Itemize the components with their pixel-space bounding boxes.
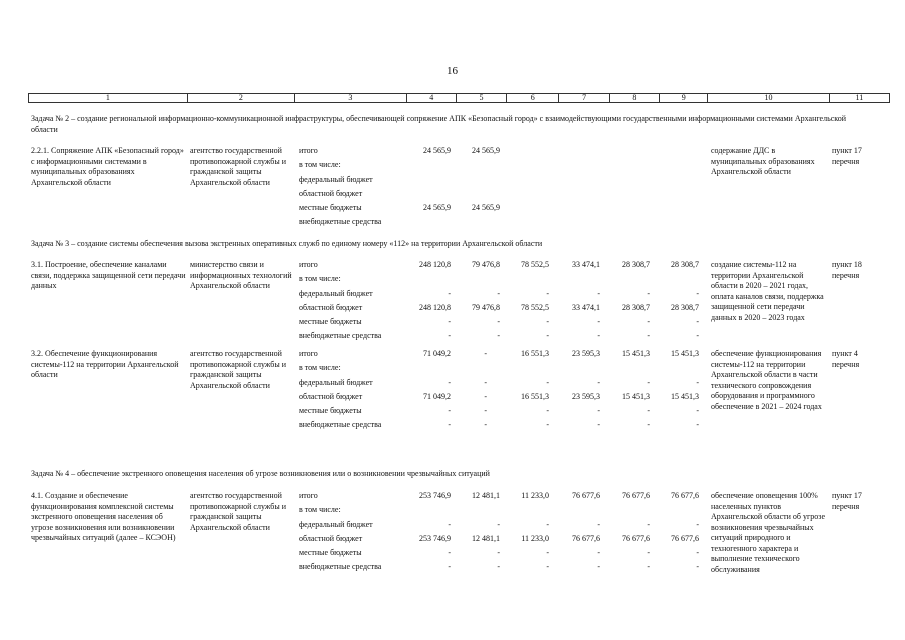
value: [404, 189, 451, 203]
value: -: [497, 519, 500, 529]
row-3-2-sources: [299, 349, 409, 435]
row-2-2-1-executor: агентство государственной противопожарной службы и гражданской защиты Архангельской области: [190, 146, 286, 187]
value: [603, 274, 650, 288]
value: -: [546, 548, 549, 558]
value: [453, 160, 500, 174]
row-2-2-1-col4: [404, 146, 451, 232]
row-4-1-ref: пункт 17 перечня: [832, 491, 862, 511]
col-2: 2: [187, 94, 294, 103]
value: -: [497, 317, 500, 327]
value: -: [448, 420, 451, 430]
value: 24 565,9: [472, 203, 500, 213]
value: 78 552,5: [521, 302, 549, 312]
row-3-1-executor: министерство связи и информационных технологий Архангельской области: [190, 260, 292, 290]
row-3-2-col7: [553, 349, 600, 435]
value: -: [647, 562, 650, 572]
source-extrabudget: внебюджетные средства: [299, 217, 382, 227]
row-3-2-result: обеспечение функционирования системы-112 на территории Архангельской области в части технического сопровождения оборудования и программного обеспечение в 2021 – 2024 годах: [711, 349, 822, 411]
value: -: [597, 377, 600, 387]
row-4-1-col9: [652, 491, 699, 577]
value: -: [497, 331, 500, 341]
value: -: [696, 519, 699, 529]
col-4: 4: [406, 94, 456, 103]
value: -: [647, 406, 650, 416]
col-9: 9: [660, 94, 708, 103]
value: -: [546, 519, 549, 529]
value: -: [597, 406, 600, 416]
value: -: [448, 331, 451, 341]
value: 11 233,0: [521, 491, 549, 500]
row-3-1-name: 3.1. Построение, обеспечение каналами связи, поддержка защищенной сети передачи данных: [31, 260, 186, 290]
row-2-2-1-name: 2.2.1. Сопряжение АПК «Безопасный город» с информационными системами в муниципальных образованиях Архангельской области: [31, 146, 184, 187]
source-including: в том числе:: [299, 274, 341, 284]
value: 76 677,6: [572, 491, 600, 500]
value: -: [448, 548, 451, 558]
value: [502, 363, 549, 377]
source-extrabudget: внебюджетные средства: [299, 331, 382, 341]
value: [404, 274, 451, 288]
row-3-2-col9: [652, 349, 699, 435]
value: [453, 274, 500, 288]
value: -: [448, 406, 451, 416]
value: [603, 363, 650, 377]
value: -: [647, 420, 650, 430]
row-4-1-name: 4.1. Создание и обеспечение функционирования комплексной системы экстренного оповещения населения об угрозе возникновения или возникновении чрезвычайных ситуаций (далее – КСЭОН): [31, 491, 176, 542]
row-3-2-executor: агентство государственной противопожарной службы и гражданской защиты Архангельской области: [190, 349, 286, 390]
value: -: [597, 317, 600, 327]
row-3-1-col5: [453, 260, 500, 346]
value: 76 677,6: [622, 533, 650, 543]
value: -: [647, 377, 650, 387]
source-regional: областной бюджет: [299, 533, 363, 543]
value: -: [484, 349, 487, 358]
row-2-2-1-sources: [299, 146, 409, 232]
value: -: [484, 391, 487, 401]
source-federal: федеральный бюджет: [299, 288, 373, 298]
value: 33 474,1: [572, 260, 600, 269]
value: [553, 505, 600, 519]
row-2-2-1-col5: [453, 146, 500, 232]
value: 15 451,3: [671, 349, 699, 358]
value: -: [546, 317, 549, 327]
source-local: местные бюджеты: [299, 406, 362, 416]
value: 12 481,1: [472, 491, 500, 500]
value: -: [696, 562, 699, 572]
row-2-2-1-result: содержание ДДС в муниципальных образованиях Архангельской области: [711, 146, 815, 176]
value: 76 677,6: [671, 533, 699, 543]
page-number: 16: [447, 65, 458, 77]
value: -: [597, 519, 600, 529]
value: 15 451,3: [671, 391, 699, 401]
value: 15 451,3: [622, 349, 650, 358]
value: -: [448, 288, 451, 298]
value: [404, 160, 451, 174]
row-3-2-col6: [502, 349, 549, 435]
value: [453, 189, 500, 203]
value: [453, 175, 500, 189]
value: -: [647, 519, 650, 529]
value: -: [597, 331, 600, 341]
value: -: [484, 420, 487, 430]
value: [453, 217, 500, 231]
value: 71 049,2: [423, 349, 451, 358]
row-3-1-col6: [502, 260, 549, 346]
value: 76 677,6: [572, 533, 600, 543]
value: 23 595,3: [572, 349, 600, 358]
value: -: [597, 288, 600, 298]
value: -: [647, 317, 650, 327]
row-3-2-ref: пункт 4 перечня: [832, 349, 860, 369]
row-3-2-name: 3.2. Обеспечение функционирования системы-112 на территории Архангельской области: [31, 349, 179, 379]
value: -: [696, 548, 699, 558]
row-3-1-ref: пункт 18 перечня: [832, 260, 862, 280]
source-regional: областной бюджет: [299, 188, 363, 198]
value: [652, 505, 699, 519]
row-4-1-executor: агентство государственной противопожарной службы и гражданской защиты Архангельской области: [190, 491, 286, 532]
row-3-1-sources: [299, 260, 409, 346]
value: [404, 363, 451, 377]
value: [453, 505, 500, 519]
value: -: [647, 548, 650, 558]
value: -: [647, 288, 650, 298]
source-regional: областной бюджет: [299, 302, 363, 312]
value: 248 120,8: [419, 260, 451, 269]
col-6: 6: [507, 94, 559, 103]
row-3-2-col5: [453, 349, 487, 435]
source-total: итого: [299, 146, 318, 155]
value: -: [497, 288, 500, 298]
row-3-1-result: создание системы-112 на территории Архангельской области в 2020 – 2021 годах, оплата каналов связи, поддержка защищенной сети передачи данных в 2020 – 2023 годах: [711, 260, 824, 322]
row-4-1-result: обеспечение оповещения 100% населенных пунктов Архангельской области об угрозе возникновения чрезвычайных ситуаций природного и техногенного характера и выполнение технического обслуживания: [711, 491, 825, 574]
value: [453, 363, 487, 377]
value: 28 308,7: [671, 302, 699, 312]
source-total: итого: [299, 349, 318, 358]
value: -: [696, 420, 699, 430]
value: 15 451,3: [622, 391, 650, 401]
value: 33 474,1: [572, 302, 600, 312]
col-3: 3: [295, 94, 406, 103]
col-8: 8: [609, 94, 659, 103]
value: -: [546, 562, 549, 572]
value: 24 565,9: [472, 146, 500, 155]
value: 248 120,8: [419, 302, 451, 312]
value: -: [696, 331, 699, 341]
value: 24 565,9: [423, 146, 451, 155]
source-total: итого: [299, 491, 318, 500]
value: 79 476,8: [472, 302, 500, 312]
value: [652, 363, 699, 377]
col-10: 10: [708, 94, 829, 103]
source-including: в том числе:: [299, 363, 341, 373]
source-federal: федеральный бюджет: [299, 519, 373, 529]
value: -: [546, 420, 549, 430]
col-11: 11: [829, 94, 889, 103]
source-regional: областной бюджет: [299, 391, 363, 401]
value: 78 552,5: [521, 260, 549, 269]
row-4-1-col6: [502, 491, 549, 577]
value: 253 746,9: [419, 491, 451, 500]
row-2-2-1-ref: пункт 17 перечня: [832, 146, 862, 166]
value: -: [647, 331, 650, 341]
row-3-1-col9: [652, 260, 699, 346]
task-3-heading: Задача № 3 – создание системы обеспечения вызова экстренных оперативных служб по единому номеру «112» на территории Архангельской области: [31, 239, 543, 248]
value: -: [597, 548, 600, 558]
source-local: местные бюджеты: [299, 203, 362, 213]
value: -: [696, 377, 699, 387]
value: [404, 505, 451, 519]
value: -: [448, 519, 451, 529]
row-3-2-col4: [404, 349, 451, 435]
value: 16 551,3: [521, 349, 549, 358]
value: -: [448, 562, 451, 572]
value: 12 481,1: [472, 533, 500, 543]
row-3-1-col7: [553, 260, 600, 346]
row-4-1-col5: [453, 491, 500, 577]
value: -: [696, 317, 699, 327]
row-3-1-col8: [603, 260, 650, 346]
source-local: местные бюджеты: [299, 548, 362, 558]
source-including: в том числе:: [299, 160, 341, 170]
row-4-1-col8: [603, 491, 650, 577]
value: 71 049,2: [423, 391, 451, 401]
value: -: [484, 406, 487, 416]
value: 76 677,6: [622, 491, 650, 500]
row-3-2-col8: [603, 349, 650, 435]
col-5: 5: [456, 94, 506, 103]
value: [404, 217, 451, 231]
row-4-1-sources: [299, 491, 409, 577]
source-including: в том числе:: [299, 505, 341, 515]
value: [553, 363, 600, 377]
value: -: [597, 420, 600, 430]
value: [502, 505, 549, 519]
row-4-1-col7: [553, 491, 600, 577]
source-federal: федеральный бюджет: [299, 174, 373, 184]
value: -: [597, 562, 600, 572]
task-2-heading: Задача № 2 – создание региональной информационно-коммуникационной инфраструктуры, обеспечивающей сопряжение АПК «Безопасный город» с взаимодействующими государственными информационными системами Архангельской области: [31, 114, 847, 134]
source-federal: федеральный бюджет: [299, 377, 373, 387]
value: 79 476,8: [472, 260, 500, 269]
value: -: [484, 377, 487, 387]
value: 28 308,7: [671, 260, 699, 269]
value: [553, 274, 600, 288]
value: [652, 274, 699, 288]
col-7: 7: [559, 94, 609, 103]
source-local: местные бюджеты: [299, 317, 362, 327]
value: -: [497, 548, 500, 558]
value: -: [546, 406, 549, 416]
task-4-heading: Задача № 4 – обеспечение экстренного оповещения населения об угрозе возникновения или о возникновении чрезвычайных ситуаций: [31, 469, 490, 478]
value: 11 233,0: [521, 533, 549, 543]
value: -: [497, 562, 500, 572]
source-total: итого: [299, 260, 318, 269]
value: -: [546, 288, 549, 298]
value: 28 308,7: [622, 302, 650, 312]
value: -: [448, 377, 451, 387]
value: [404, 175, 451, 189]
value: [603, 505, 650, 519]
row-4-1-col4: [404, 491, 451, 577]
value: -: [546, 331, 549, 341]
value: 28 308,7: [622, 260, 650, 269]
value: 24 565,9: [423, 203, 451, 213]
value: 16 551,3: [521, 391, 549, 401]
source-extrabudget: внебюджетные средства: [299, 420, 382, 430]
value: -: [546, 377, 549, 387]
column-number-header: [28, 93, 890, 103]
row-3-1-col4: [404, 260, 451, 346]
value: [502, 274, 549, 288]
value: -: [448, 317, 451, 327]
value: 76 677,6: [671, 491, 699, 500]
value: 253 746,9: [419, 533, 451, 543]
value: -: [696, 288, 699, 298]
value: -: [696, 406, 699, 416]
source-extrabudget: внебюджетные средства: [299, 562, 382, 572]
col-1: 1: [29, 94, 188, 103]
value: 23 595,3: [572, 391, 600, 401]
